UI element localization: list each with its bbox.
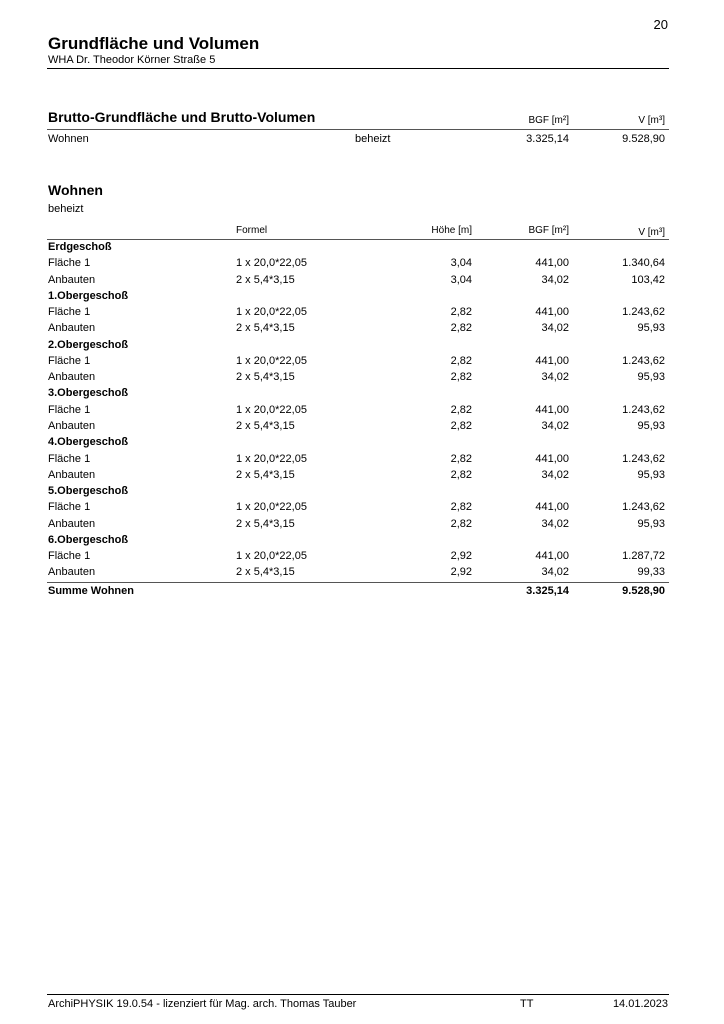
row-label: Anbauten bbox=[48, 517, 96, 530]
row-v: 99,33 bbox=[637, 566, 665, 579]
row-bgf: 441,00 bbox=[535, 354, 569, 367]
row-bgf: 441,00 bbox=[535, 452, 569, 465]
row-bgf: 441,00 bbox=[535, 550, 569, 563]
floor-heading bbox=[0, 387, 724, 404]
col-hoehe: Höhe [m] bbox=[431, 225, 472, 236]
floor-name: 4.Obergeschoß bbox=[48, 436, 129, 449]
total-row bbox=[0, 585, 724, 602]
row-bgf: 34,02 bbox=[541, 322, 569, 335]
row-bgf: 441,00 bbox=[535, 257, 569, 270]
table-row bbox=[0, 518, 724, 535]
row-formel: 1 x 20,0*22,05 bbox=[236, 550, 307, 563]
row-hoehe: 2,82 bbox=[450, 371, 472, 384]
row-label: Anbauten bbox=[48, 419, 96, 432]
table-row bbox=[0, 355, 724, 372]
table-row bbox=[0, 371, 724, 388]
row-formel: 1 x 20,0*22,05 bbox=[236, 452, 307, 465]
row-label: Anbauten bbox=[48, 566, 96, 579]
row-hoehe: 3,04 bbox=[450, 273, 472, 286]
row-v: 1.243,62 bbox=[622, 452, 665, 465]
row-label: Fläche 1 bbox=[48, 306, 91, 319]
row-v: 1.243,62 bbox=[622, 501, 665, 514]
floor-name: 6.Obergeschoß bbox=[48, 533, 129, 546]
row-v: 1.243,62 bbox=[622, 403, 665, 416]
row-v: 1.243,62 bbox=[622, 354, 665, 367]
row-bgf: 34,02 bbox=[541, 371, 569, 384]
row-formel: 2 x 5,4*3,15 bbox=[236, 566, 295, 579]
floor-heading bbox=[0, 534, 724, 551]
row-hoehe: 2,92 bbox=[450, 566, 472, 579]
table-row bbox=[0, 257, 724, 274]
summary-col-v: V [m³] bbox=[638, 115, 665, 126]
row-hoehe: 2,82 bbox=[450, 452, 472, 465]
summary-col-bgf: BGF [m²] bbox=[528, 115, 569, 126]
row-v: 95,93 bbox=[637, 322, 665, 335]
row-formel: 1 x 20,0*22,05 bbox=[236, 306, 307, 319]
summary-row-bgf: 3.325,14 bbox=[526, 133, 569, 145]
row-formel: 2 x 5,4*3,15 bbox=[236, 371, 295, 384]
floor-name: 1.Obergeschoß bbox=[48, 289, 129, 302]
footer-date: 14.01.2023 bbox=[612, 998, 668, 1010]
row-hoehe: 2,82 bbox=[450, 501, 472, 514]
row-v: 1.243,62 bbox=[622, 306, 665, 319]
row-label: Fläche 1 bbox=[48, 403, 91, 416]
row-label: Anbauten bbox=[48, 371, 96, 384]
floor-heading bbox=[0, 241, 724, 258]
summary-row-status: beheizt bbox=[355, 133, 391, 145]
row-hoehe: 2,92 bbox=[450, 550, 472, 563]
row-label: Fläche 1 bbox=[48, 452, 91, 465]
summary-row-label: Wohnen bbox=[48, 133, 89, 145]
footer-initials: TT bbox=[520, 998, 534, 1010]
section-title: Wohnen bbox=[48, 182, 103, 198]
table-row bbox=[0, 453, 724, 470]
row-formel: 1 x 20,0*22,05 bbox=[236, 403, 307, 416]
row-bgf: 34,02 bbox=[541, 273, 569, 286]
row-bgf: 441,00 bbox=[535, 403, 569, 416]
table-row bbox=[0, 420, 724, 437]
summary-divider bbox=[47, 129, 669, 130]
total-label: Summe Wohnen bbox=[48, 585, 134, 597]
table-row bbox=[0, 404, 724, 421]
floor-heading bbox=[0, 339, 724, 356]
floor-name: Erdgeschoß bbox=[48, 241, 112, 253]
row-bgf: 441,00 bbox=[535, 501, 569, 514]
row-v: 1.287,72 bbox=[622, 550, 665, 563]
table-row bbox=[0, 501, 724, 518]
row-bgf: 34,02 bbox=[541, 566, 569, 579]
summary-row-v: 9.528,90 bbox=[622, 133, 665, 145]
row-hoehe: 2,82 bbox=[450, 322, 472, 335]
row-bgf: 441,00 bbox=[535, 306, 569, 319]
row-label: Fläche 1 bbox=[48, 550, 91, 563]
table-row bbox=[0, 322, 724, 339]
table-row bbox=[0, 274, 724, 291]
table-row bbox=[0, 469, 724, 486]
row-hoehe: 2,82 bbox=[450, 419, 472, 432]
section-subtitle: beheizt bbox=[48, 203, 84, 215]
row-formel: 2 x 5,4*3,15 bbox=[236, 517, 295, 530]
row-label: Fläche 1 bbox=[48, 257, 91, 270]
row-formel: 1 x 20,0*22,05 bbox=[236, 354, 307, 367]
floor-heading bbox=[0, 436, 724, 453]
table-row bbox=[0, 550, 724, 567]
row-formel: 2 x 5,4*3,15 bbox=[236, 273, 295, 286]
floor-heading bbox=[0, 290, 724, 307]
row-hoehe: 2,82 bbox=[450, 517, 472, 530]
col-v: V [m³] bbox=[638, 227, 665, 238]
summary-row bbox=[0, 133, 724, 150]
row-label: Anbauten bbox=[48, 468, 96, 481]
floor-name: 2.Obergeschoß bbox=[48, 338, 129, 351]
page-number: 20 bbox=[653, 17, 668, 32]
row-formel: 2 x 5,4*3,15 bbox=[236, 419, 295, 432]
table-header-divider bbox=[47, 239, 669, 240]
row-v: 95,93 bbox=[637, 517, 665, 530]
col-formel: Formel bbox=[236, 225, 268, 236]
row-formel: 2 x 5,4*3,15 bbox=[236, 322, 295, 335]
row-formel: 1 x 20,0*22,05 bbox=[236, 501, 307, 514]
floor-name: 3.Obergeschoß bbox=[48, 387, 129, 400]
row-label: Fläche 1 bbox=[48, 354, 91, 367]
total-divider bbox=[47, 582, 669, 583]
floor-heading bbox=[0, 485, 724, 502]
row-label: Fläche 1 bbox=[48, 501, 91, 514]
row-hoehe: 2,82 bbox=[450, 468, 472, 481]
row-label: Anbauten bbox=[48, 273, 96, 286]
total-v: 9.528,90 bbox=[622, 585, 665, 597]
header-divider bbox=[47, 68, 669, 69]
total-bgf: 3.325,14 bbox=[526, 585, 569, 597]
row-v: 95,93 bbox=[637, 371, 665, 384]
row-bgf: 34,02 bbox=[541, 419, 569, 432]
row-formel: 1 x 20,0*22,05 bbox=[236, 257, 307, 270]
row-hoehe: 2,82 bbox=[450, 306, 472, 319]
row-bgf: 34,02 bbox=[541, 517, 569, 530]
row-hoehe: 3,04 bbox=[450, 257, 472, 270]
footer-divider bbox=[47, 994, 669, 995]
summary-title: Brutto-Grundfläche und Brutto-Volumen bbox=[48, 109, 316, 125]
table-row bbox=[0, 566, 724, 583]
row-v: 95,93 bbox=[637, 419, 665, 432]
row-hoehe: 2,82 bbox=[450, 354, 472, 367]
footer-license: ArchiPHYSIK 19.0.54 - lizenziert für Mag. arch. Thomas Tauber bbox=[48, 998, 357, 1010]
page-title: Grundfläche und Volumen bbox=[48, 34, 260, 53]
row-formel: 2 x 5,4*3,15 bbox=[236, 468, 295, 481]
row-hoehe: 2,82 bbox=[450, 403, 472, 416]
row-bgf: 34,02 bbox=[541, 468, 569, 481]
row-v: 95,93 bbox=[637, 468, 665, 481]
row-v: 1.340,64 bbox=[622, 257, 665, 270]
page-subtitle: WHA Dr. Theodor Körner Straße 5 bbox=[48, 54, 216, 66]
table-row bbox=[0, 306, 724, 323]
floor-name: 5.Obergeschoß bbox=[48, 485, 129, 498]
row-label: Anbauten bbox=[48, 322, 96, 335]
row-v: 103,42 bbox=[631, 273, 665, 286]
col-bgf: BGF [m²] bbox=[528, 225, 569, 236]
